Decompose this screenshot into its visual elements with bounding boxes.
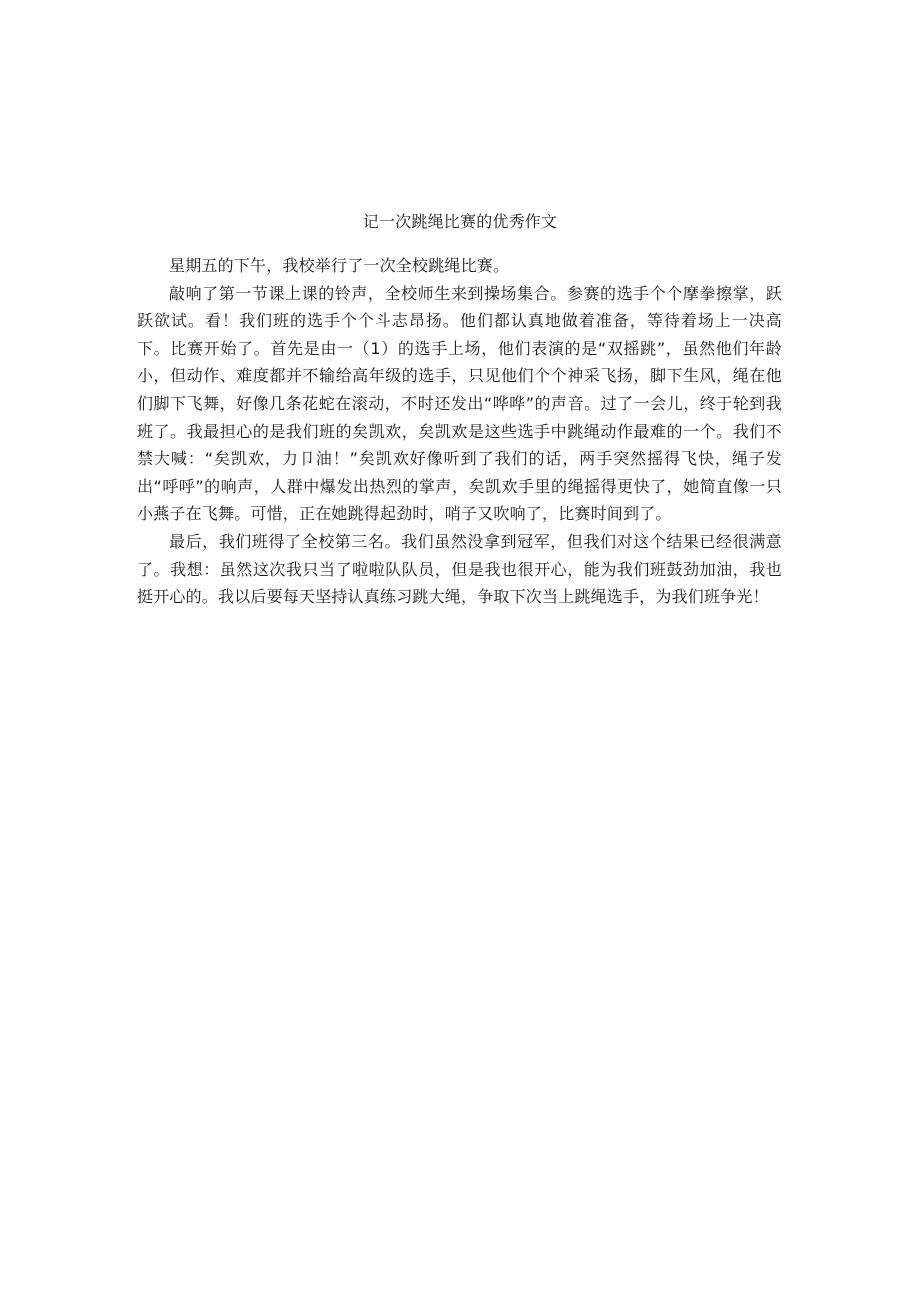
document-body: [137, 252, 782, 611]
paragraph-2: 敲响了第一节课上课的铃声，全校师生来到操场集合。参赛的选手个个摩拳擦掌，跃跃欲试。看！我们班的选手个个斗志昂扬。他们都认真地做着准备，等待着场上一决高下。比赛开始了。首先是由一（1）的选手上场，他们表演的是“双摇跳”，虽然他们年龄小，但动作、难度都并不输给高年级的选手，只见他们个个神采飞扬，脚下生风，绳在他们脚下飞舞，好像几条花蛇在滚动，不时还发出“哗哗”的声音。过了一会儿，终于轮到我班了。我最担心的是我们班的矣凯欢，矣凯欢是这些选手中跳绳动作最难的一个。我们不禁大喊：“矣凯欢，力卩油！”矣凯欢好像听到了我们的话，两手突然摇得飞快，绳子发出“呼呼”的响声，人群中爆发出热烈的掌声，矣凯欢手里的绳摇得更快了，她简直像一只小燕子在飞舞。可惜，正在她跳得起劲时，哨子又吹响了，比赛时间到了。: [137, 283, 782, 524]
paragraph-1: 星期五的下午，我校举行了一次全校跳绳比赛。: [169, 256, 510, 275]
document-title: 记一次跳绳比赛的优秀作文: [362, 212, 558, 231]
paragraph-3: 最后，我们班得了全校第三名。我们虽然没拿到冠军，但我们对这个结果已经很满意了。我想：虽然这次我只当了啦啦队队员，但是我也很开心，能为我们班鼓劲加油，我也挺开心的。我以后要每天坚持认真练习跳大绳，争取下次当上跳绳选手，为我们班争光！: [137, 531, 782, 607]
